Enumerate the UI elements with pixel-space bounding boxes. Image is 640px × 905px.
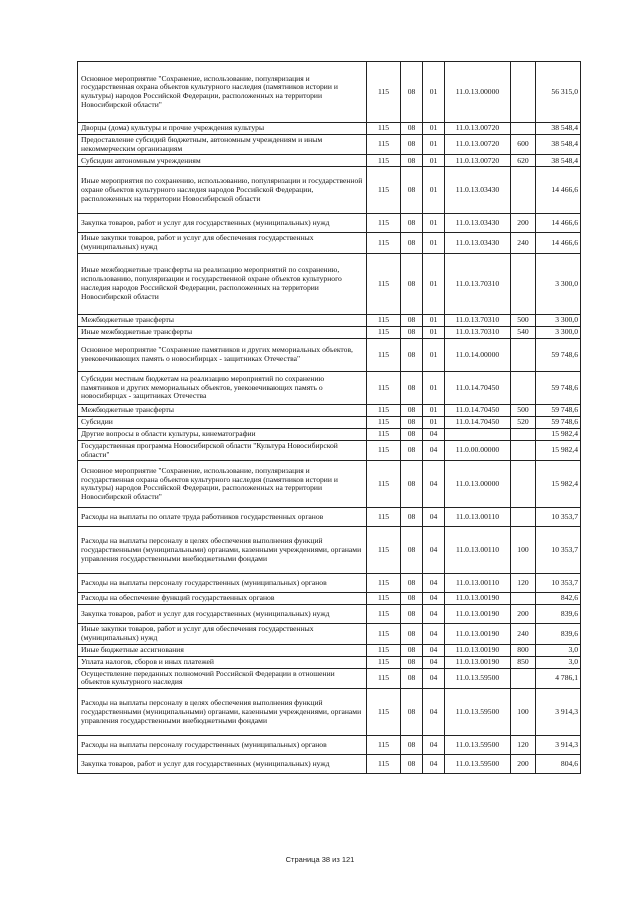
row-vr — [511, 338, 536, 371]
row-name: Закупка товаров, работ и услуг для государственных (муниципальных) нужд — [78, 755, 367, 774]
table-row — [78, 338, 581, 371]
row-vr: 620 — [511, 155, 536, 167]
row-pr: 01 — [423, 404, 445, 416]
row-rz: 08 — [401, 416, 423, 428]
row-sum: 59 748,6 — [536, 416, 581, 428]
row-sum: 839,6 — [536, 605, 581, 624]
row-name: Субсидии — [78, 416, 367, 428]
row-ved: 115 — [367, 62, 401, 123]
row-name: Иные бюджетные ассигнования — [78, 644, 367, 656]
row-csr: 11.0.13.70310 — [445, 314, 511, 326]
row-rz: 08 — [401, 233, 423, 253]
row-name: Уплата налогов, сборов и иных платежей — [78, 656, 367, 668]
row-name: Закупка товаров, работ и услуг для государственных (муниципальных) нужд — [78, 214, 367, 233]
row-pr: 01 — [423, 167, 445, 214]
row-name: Предоставление субсидий бюджетным, автономным учреждениям и иным некоммерческим организациям — [78, 135, 367, 155]
row-rz: 08 — [401, 668, 423, 688]
table-row — [78, 404, 581, 416]
row-pr: 01 — [423, 123, 445, 135]
row-ved: 115 — [367, 338, 401, 371]
row-vr: 500 — [511, 404, 536, 416]
row-name: Расходы на выплаты персоналу государственных (муниципальных) органов — [78, 736, 367, 755]
row-pr: 04 — [423, 755, 445, 774]
row-pr: 01 — [423, 155, 445, 167]
row-csr: 11.0.13.00190 — [445, 656, 511, 668]
row-name: Иные закупки товаров, работ и услуг для обеспечения государственных (муниципальных) нужд — [78, 624, 367, 644]
row-rz: 08 — [401, 371, 423, 404]
table-row — [78, 689, 581, 736]
row-vr: 120 — [511, 574, 536, 593]
table-row — [78, 440, 581, 460]
row-rz: 08 — [401, 167, 423, 214]
row-sum: 10 353,7 — [536, 527, 581, 574]
row-csr: 11.0.14.70450 — [445, 416, 511, 428]
row-rz: 08 — [401, 404, 423, 416]
row-ved: 115 — [367, 605, 401, 624]
table-row — [78, 326, 581, 338]
row-vr: 100 — [511, 527, 536, 574]
row-csr: 11.0.13.00190 — [445, 644, 511, 656]
row-sum: 59 748,6 — [536, 371, 581, 404]
row-pr: 04 — [423, 605, 445, 624]
row-csr: 11.0.13.03430 — [445, 214, 511, 233]
row-sum: 14 466,6 — [536, 167, 581, 214]
row-rz: 08 — [401, 656, 423, 668]
row-rz: 08 — [401, 461, 423, 508]
row-pr: 04 — [423, 624, 445, 644]
table-row — [78, 371, 581, 404]
row-rz: 08 — [401, 644, 423, 656]
row-ved: 115 — [367, 668, 401, 688]
row-csr: 11.0.13.00190 — [445, 593, 511, 605]
table-row — [78, 656, 581, 668]
row-rz: 08 — [401, 326, 423, 338]
row-sum: 804,6 — [536, 755, 581, 774]
row-ved: 115 — [367, 440, 401, 460]
row-name: Расходы на выплаты персоналу государственных (муниципальных) органов — [78, 574, 367, 593]
row-rz: 08 — [401, 123, 423, 135]
row-vr — [511, 508, 536, 527]
row-vr: 200 — [511, 605, 536, 624]
row-sum: 15 982,4 — [536, 461, 581, 508]
row-rz: 08 — [401, 135, 423, 155]
row-csr: 11.0.13.00110 — [445, 527, 511, 574]
row-rz: 08 — [401, 508, 423, 527]
row-name: Основное мероприятие "Сохранение, использование, популяризация и государственная охрана объектов культурного наследия (памятников истории и культуры) народов Российской Федерации, расположенных на территории Новосибирской области" — [78, 62, 367, 123]
row-ved: 115 — [367, 233, 401, 253]
row-rz: 08 — [401, 755, 423, 774]
table-row — [78, 755, 581, 774]
row-sum: 10 353,7 — [536, 574, 581, 593]
row-name: Расходы на обеспечение функций государственных органов — [78, 593, 367, 605]
row-vr — [511, 440, 536, 460]
row-vr — [511, 371, 536, 404]
row-csr: 11.0.13.00720 — [445, 123, 511, 135]
table-row — [78, 605, 581, 624]
row-rz: 08 — [401, 338, 423, 371]
row-vr: 520 — [511, 416, 536, 428]
row-rz: 08 — [401, 314, 423, 326]
row-name: Субсидии автономным учреждениям — [78, 155, 367, 167]
row-csr: 11.0.00.00000 — [445, 440, 511, 460]
row-pr: 04 — [423, 574, 445, 593]
row-pr: 04 — [423, 461, 445, 508]
row-vr — [511, 428, 536, 440]
row-ved: 115 — [367, 214, 401, 233]
row-rz: 08 — [401, 155, 423, 167]
row-name: Расходы на выплаты персоналу в целях обеспечения выполнения функций государственными (муниципальными) органами, казенными учреждениями, органами управления государственными внебюджетными фондами — [78, 689, 367, 736]
row-pr: 01 — [423, 371, 445, 404]
row-vr: 500 — [511, 314, 536, 326]
row-rz: 08 — [401, 624, 423, 644]
row-csr: 11.0.13.59500 — [445, 668, 511, 688]
table-row — [78, 527, 581, 574]
row-sum: 38 548,4 — [536, 123, 581, 135]
row-pr: 01 — [423, 314, 445, 326]
table-row — [78, 214, 581, 233]
row-rz: 08 — [401, 605, 423, 624]
row-csr: 11.0.13.59500 — [445, 689, 511, 736]
table-row — [78, 416, 581, 428]
row-sum: 3 914,3 — [536, 736, 581, 755]
row-vr: 540 — [511, 326, 536, 338]
row-csr: 11.0.13.59500 — [445, 736, 511, 755]
page-number: Страница 38 из 121 — [285, 855, 355, 864]
table-row — [78, 167, 581, 214]
row-pr: 04 — [423, 668, 445, 688]
row-ved: 115 — [367, 656, 401, 668]
row-ved: 115 — [367, 593, 401, 605]
row-ved: 115 — [367, 574, 401, 593]
table-row — [78, 314, 581, 326]
row-name: Другие вопросы в области культуры, кинематографии — [78, 428, 367, 440]
row-sum: 14 466,6 — [536, 233, 581, 253]
row-csr: 11.0.13.00190 — [445, 624, 511, 644]
row-pr: 04 — [423, 593, 445, 605]
row-sum: 14 466,6 — [536, 214, 581, 233]
row-rz: 08 — [401, 527, 423, 574]
row-sum: 59 748,6 — [536, 404, 581, 416]
row-sum: 3 300,0 — [536, 326, 581, 338]
table-row — [78, 62, 581, 123]
row-name: Основное мероприятие "Сохранение, использование, популяризация и государственная охрана объектов культурного наследия (памятников истории и культуры) народов Российской Федерации, расположенных на территории Новосибирской области" — [78, 461, 367, 508]
row-pr: 04 — [423, 527, 445, 574]
table-row — [78, 668, 581, 688]
budget-table-body — [78, 62, 581, 774]
row-csr: 11.0.13.00720 — [445, 155, 511, 167]
row-csr: 11.0.13.70310 — [445, 326, 511, 338]
row-csr: 11.0.13.03430 — [445, 167, 511, 214]
table-row — [78, 736, 581, 755]
row-name: Дворцы (дома) культуры и прочие учреждения культуры — [78, 123, 367, 135]
row-vr — [511, 123, 536, 135]
row-vr: 120 — [511, 736, 536, 755]
row-pr: 01 — [423, 326, 445, 338]
row-name: Иные межбюджетные трансферты — [78, 326, 367, 338]
row-sum: 15 982,4 — [536, 428, 581, 440]
row-sum: 56 315,0 — [536, 62, 581, 123]
row-vr: 240 — [511, 233, 536, 253]
row-sum: 38 548,4 — [536, 155, 581, 167]
row-name: Расходы на выплаты по оплате труда работников государственных органов — [78, 508, 367, 527]
table-row — [78, 253, 581, 314]
row-ved: 115 — [367, 253, 401, 314]
row-pr: 01 — [423, 253, 445, 314]
budget-table — [77, 61, 581, 774]
row-pr: 01 — [423, 416, 445, 428]
row-ved: 115 — [367, 755, 401, 774]
row-csr: 11.0.13.59500 — [445, 755, 511, 774]
row-vr — [511, 668, 536, 688]
row-rz: 08 — [401, 214, 423, 233]
row-name: Иные межбюджетные трансферты на реализацию мероприятий по сохранению, использованию, популяризации и государственной охране объектов культурного наследия народов Российской Федерации, расположенных на территории Новосибирской области — [78, 253, 367, 314]
row-csr: 11.0.13.00110 — [445, 508, 511, 527]
table-row — [78, 644, 581, 656]
row-pr: 01 — [423, 135, 445, 155]
row-vr: 100 — [511, 689, 536, 736]
row-vr: 850 — [511, 656, 536, 668]
row-ved: 115 — [367, 624, 401, 644]
row-sum: 839,6 — [536, 624, 581, 644]
row-pr: 01 — [423, 233, 445, 253]
row-sum: 842,6 — [536, 593, 581, 605]
row-name: Иные мероприятия по сохранению, использованию, популяризации и государственной охране объектов культурного наследия народов Российской Федерации, расположенных на территории Новосибирской области — [78, 167, 367, 214]
row-rz: 08 — [401, 440, 423, 460]
row-pr: 04 — [423, 428, 445, 440]
row-sum: 59 748,6 — [536, 338, 581, 371]
row-vr — [511, 461, 536, 508]
row-ved: 115 — [367, 326, 401, 338]
row-pr: 01 — [423, 214, 445, 233]
table-row — [78, 593, 581, 605]
row-ved: 115 — [367, 135, 401, 155]
row-ved: 115 — [367, 527, 401, 574]
row-rz: 08 — [401, 593, 423, 605]
row-csr: 11.0.13.00000 — [445, 461, 511, 508]
row-rz: 08 — [401, 62, 423, 123]
row-ved: 115 — [367, 155, 401, 167]
row-vr — [511, 593, 536, 605]
row-name: Субсидии местным бюджетам на реализацию мероприятий по сохранению памятников и других мемориальных объектов, увековечивающих память о новосибирцах - защитниках Отечества — [78, 371, 367, 404]
row-name: Осуществление переданных полномочий Российской Федерации в отношении объектов культурного наследия — [78, 668, 367, 688]
row-ved: 115 — [367, 314, 401, 326]
row-ved: 115 — [367, 461, 401, 508]
table-row — [78, 135, 581, 155]
table-row — [78, 508, 581, 527]
row-sum: 15 982,4 — [536, 440, 581, 460]
row-ved: 115 — [367, 123, 401, 135]
row-csr: 11.0.13.00720 — [445, 135, 511, 155]
row-csr: 11.0.13.00190 — [445, 605, 511, 624]
row-sum: 3,0 — [536, 656, 581, 668]
row-name: Расходы на выплаты персоналу в целях обеспечения выполнения функций государственными (муниципальными) органами, казенными учреждениями, органами управления государственными внебюджетными фондами — [78, 527, 367, 574]
row-ved: 115 — [367, 508, 401, 527]
row-vr — [511, 253, 536, 314]
row-rz: 08 — [401, 736, 423, 755]
row-csr: 11.0.13.70310 — [445, 253, 511, 314]
row-pr: 04 — [423, 656, 445, 668]
row-name: Государственная программа Новосибирской области "Культура Новосибирской области" — [78, 440, 367, 460]
table-row — [78, 461, 581, 508]
row-ved: 115 — [367, 689, 401, 736]
row-ved: 115 — [367, 736, 401, 755]
row-pr: 04 — [423, 440, 445, 460]
row-vr: 600 — [511, 135, 536, 155]
row-csr: 11.0.14.70450 — [445, 371, 511, 404]
row-sum: 10 353,7 — [536, 508, 581, 527]
row-ved: 115 — [367, 371, 401, 404]
row-ved: 115 — [367, 428, 401, 440]
row-pr: 01 — [423, 62, 445, 123]
row-name: Иные закупки товаров, работ и услуг для обеспечения государственных (муниципальных) нужд — [78, 233, 367, 253]
table-row — [78, 624, 581, 644]
row-csr: 11.0.14.70450 — [445, 404, 511, 416]
row-csr: 11.0.13.00110 — [445, 574, 511, 593]
row-rz: 08 — [401, 574, 423, 593]
row-vr: 200 — [511, 755, 536, 774]
row-sum: 38 548,4 — [536, 135, 581, 155]
row-pr: 04 — [423, 644, 445, 656]
row-vr: 800 — [511, 644, 536, 656]
row-sum: 3 300,0 — [536, 314, 581, 326]
table-row — [78, 155, 581, 167]
table-row — [78, 233, 581, 253]
row-sum: 3 300,0 — [536, 253, 581, 314]
row-ved: 115 — [367, 416, 401, 428]
row-vr — [511, 167, 536, 214]
table-row — [78, 574, 581, 593]
row-sum: 4 786,1 — [536, 668, 581, 688]
row-csr: 11.0.13.03430 — [445, 233, 511, 253]
row-name: Основное мероприятие "Сохранение памятников и других мемориальных объектов, увековечивающих память о новосибирцах - защитниках Отечества" — [78, 338, 367, 371]
table-row — [78, 428, 581, 440]
row-name: Межбюджетные трансферты — [78, 404, 367, 416]
row-name: Межбюджетные трансферты — [78, 314, 367, 326]
row-pr: 04 — [423, 689, 445, 736]
row-ved: 115 — [367, 167, 401, 214]
row-pr: 04 — [423, 508, 445, 527]
row-rz: 08 — [401, 689, 423, 736]
row-csr — [445, 428, 511, 440]
row-sum: 3,0 — [536, 644, 581, 656]
row-vr: 240 — [511, 624, 536, 644]
row-rz: 08 — [401, 253, 423, 314]
row-csr: 11.0.13.00000 — [445, 62, 511, 123]
row-ved: 115 — [367, 644, 401, 656]
row-vr — [511, 62, 536, 123]
row-pr: 01 — [423, 338, 445, 371]
row-sum: 3 914,3 — [536, 689, 581, 736]
row-csr: 11.0.14.00000 — [445, 338, 511, 371]
row-ved: 115 — [367, 404, 401, 416]
row-vr: 200 — [511, 214, 536, 233]
row-name: Закупка товаров, работ и услуг для государственных (муниципальных) нужд — [78, 605, 367, 624]
row-rz: 08 — [401, 428, 423, 440]
table-row — [78, 123, 581, 135]
row-pr: 04 — [423, 736, 445, 755]
